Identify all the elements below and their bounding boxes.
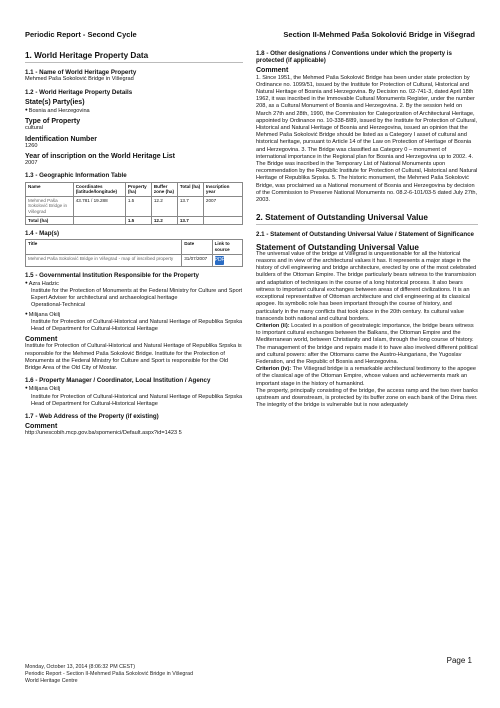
col-header: Title <box>26 240 182 254</box>
state-value: ● Bosnia and Herzegovina <box>25 106 243 115</box>
report-title: Periodic Report - Second Cycle <box>25 30 137 39</box>
page-header <box>25 30 475 42</box>
id-label: Identification Number <box>25 135 97 143</box>
right-column <box>256 50 478 409</box>
contact-department: Operational-Technical <box>31 302 86 309</box>
comment-label: Comment <box>256 67 289 75</box>
section-2-heading: 2. Statement of Outstanding Universal Value <box>256 214 478 225</box>
footer-organization: World Heritage Centre <box>25 677 78 684</box>
table-cell: 1.5 <box>125 216 151 225</box>
criterion-text: The Višegrad bridge is a remarkable architectural testimony to the apogee of the classical age of the Ottoman Empire, whose values and achievements mark an important stage in the history of humankind. <box>256 366 476 387</box>
contact-role: Expert Adviser for architectural and archaeological heritage <box>31 295 178 302</box>
year-value: 2007 <box>25 160 38 167</box>
type-label: Type of Property <box>25 118 81 126</box>
year-label: Year of inscription on the World Heritage List <box>25 153 176 161</box>
section-1-8-heading: 1.8 - Other designations / Conventions under which the property is protected (if applicable) <box>256 50 452 65</box>
souv-paragraph: The universal value of the bridge at Višegrad is unquestionable for all the historical reasons and in view of the architectural values it has. It represents a major stage in the history of civil engineering and bridge architecture, erected by one of the most celebrated builders of the Ottoman Empire. The bridge particularly bears witness to the transmission and adaptation of techniques in the course of a long historical process. It also bears witness to important cultural exchanges between areas of different civilizations. It is an exceptional representative of Ottoman architecture and civil engineering at its classical apogee. Its symbolic role has been important through the course of history, and particularly in the many conflicts that took place in the 20th century. Its cultural value transcends both national and cultural borders. <box>256 250 477 322</box>
section-title: Section II-Mehmed Paša Sokolović Bridge in Višegrad <box>283 30 475 39</box>
comment-label: Comment <box>25 336 58 344</box>
section-2-1-heading: 2.1 - Statement of Outstanding Universal Value / Statement of Significance <box>256 231 474 239</box>
col-header: Date <box>182 240 212 254</box>
section-1-5-heading: 1.5 - Governmental Institution Responsible for the Property <box>25 271 199 279</box>
map-table <box>25 239 243 266</box>
col-header: Inscription year <box>203 182 242 196</box>
table-cell: 43.781 / 19.288 <box>73 196 125 216</box>
table-row <box>26 196 243 216</box>
contact-role: Head of Department for Cultural-Historical Heritage <box>31 326 158 333</box>
criterion-iv <box>256 366 478 388</box>
geographic-table <box>25 182 243 226</box>
col-header: Total (ha) <box>177 182 203 196</box>
table-cell: 13.7 <box>177 216 203 225</box>
page-footer <box>25 664 193 684</box>
section-1-heading: 1. World Heritage Property Data <box>25 52 243 63</box>
table-cell <box>212 254 242 266</box>
footer-report-title: Periodic Report - Section II-Mehmed Paša Sokolović Bridge in Višegrad <box>25 670 194 677</box>
col-header: Name <box>26 182 74 196</box>
web-address-link[interactable]: http://unescobih.mcp.gov.ba/spomenici/Default.aspx?id=1423 5 <box>25 430 182 437</box>
criterion-ii <box>256 323 478 366</box>
col-header: Link to source <box>212 240 242 254</box>
manager-name: ● Milijana Okilj <box>25 384 243 393</box>
criterion-text: Located in a position of geostrategic importance, the bridge bears witness to important cultural exchanges between the Balkans, the Ottoman Empire and the Mediterranean world, between Christianity and Islam, through the long course of history. The management of the bridge and repairs made it to have also involved different political and cultural powers: after the Ottomans came the Austro-Hungarians, the Yugoslav Federation, and the Republic of Bosnia and Herzegovina. <box>256 322 478 365</box>
comment-text: 1. Since 1951, the Mehmed Paša Sokolović Bridge has been under state protection by Ordinance no. 1099/51, issued by the Institute for Protection of Cultural, Historical and Natural Heritage of Bosnia and Herzegovina. By Decision no. 02-741-3, dated April 18th 1962, it was inscribed in the Immovable Cultural Monuments Register, under the number 208, as a Cultural Monument of Bosnia and Herzegovina. 2. By the session held on March 27th and 28th, 1990, the Commission for Categorization of Architectural Heritage, appointed by Ordinance no. 10-338-8/89, issued by the Institute for Protection of Cultural, Historical and Natural Heritage of Bosnia and Herzegovina, issued an opinion that the Mehmed Paša Sokolović Bridge should be listed as a Category I asset of cultural and historical heritage, pursuant to Article 14 of the Law on Protection of Heritage of Bosnia and Herzegovina. 3. The Bridge was classified as Category 0 – monument of international importance in the Regional plan for Bosnia and Herzegovina up to 2002. 4. The Bridge was inscribed in the Temporary List of National Monuments upon recommendation by the Republic Institute for Protection of Cultural, Historical and Natural Heritage of Republika Srpska. 5. The historic monument, the Mehmed Paša Sokolović Bridge, was proclaimed as a National monument of Bosnia and Herzegovina by decision of the Commission to Preserve National Monuments no. 08.2-6-101/03-5 dated July 27th, 2003. <box>256 74 478 204</box>
table-cell: Mehmed Paša Sokolović Bridge in Višegrad - map of inscribed property <box>26 254 182 266</box>
table-cell: 1.5 <box>125 196 151 216</box>
col-header: Buffer zone (ha) <box>151 182 177 196</box>
section-1-6-heading: 1.6 - Property Manager / Coordinator, Local Institution / Agency <box>25 377 211 385</box>
col-header: Coordinates (latitude/longitude) <box>73 182 125 196</box>
state-label: State(s) Party(ies) <box>25 98 85 106</box>
section-1-7-heading: 1.7 - Web Address of the Property (if existing) <box>25 413 159 421</box>
left-column <box>25 50 243 438</box>
contact-name: ● Azra Hadzic <box>25 279 243 288</box>
pdf-link-icon[interactable]: PDF <box>214 256 225 263</box>
section-1-1-heading: 1.1 - Name of World Heritage Property <box>25 69 137 77</box>
table-cell: Mehmed Paša Sokolović Bridge in Višegrad <box>26 196 74 216</box>
id-value: 1260 <box>25 142 38 149</box>
manager-role: Head of Department for Cultural-Historical Heritage <box>31 400 158 407</box>
table-cell: 12.2 <box>151 216 177 225</box>
comment-text: Institute for Protection of Cultural-Historical and Natural Heritage of Republika Srpska is responsible for the Mehmed Paša Sokolović Bridge. Institute for the Protection of Monuments at the Federal Ministry for Culture and Sport is responsible for the Old Bridge Area of the Old City of Mostar. <box>25 343 242 372</box>
section-1-4-heading: 1.4 - Map(s) <box>25 230 60 238</box>
footer-timestamp: Monday, October 13, 2014 (8:06:32 PM CEST) <box>25 664 136 670</box>
table-cell <box>203 216 242 225</box>
table-cell: 13.7 <box>177 196 203 216</box>
col-header: Property (ha) <box>125 182 151 196</box>
table-cell: 12.2 <box>151 196 177 216</box>
section-1-3-heading: 1.3 - Geographic Information Table <box>25 172 127 180</box>
table-header-row <box>26 182 243 196</box>
table-cell <box>73 216 125 225</box>
table-row <box>26 254 243 266</box>
type-value: cultural <box>25 125 44 132</box>
property-name: Mehmed Paša Sokolović Bridge in Višegrad <box>25 76 134 83</box>
souv-heading: Statement of Outstanding Universal Value <box>256 242 419 252</box>
manager-institution: Institute for Protection of Cultural-Historical and Natural Heritage of Republika Srpska <box>31 393 243 400</box>
table-header-row <box>26 240 243 254</box>
comment-label: Comment <box>25 423 58 431</box>
criterion-label: Criterion (ii): <box>256 322 290 329</box>
souv-paragraph: The property, principally consisting of the bridge, the access ramp and the two river banks upstream and downstream, is protected by its buffer zone on each bank of the Drina river. The integrity of the bridge is vulnerable but is now adequately <box>256 387 478 409</box>
contact-institution: Institute for Protection of Cultural-Historical and Natural Heritage of Republika Srpska <box>31 318 243 325</box>
table-cell: Total (ha) <box>26 216 74 225</box>
table-cell: 2007 <box>203 196 242 216</box>
section-1-2-heading: 1.2 - World Heritage Property Details <box>25 88 133 96</box>
contact-institution: Institute for the Protection of Monuments at the Federal Ministry for Culture and Sport <box>31 288 243 294</box>
page-number: Page 1 <box>446 656 472 665</box>
criterion-label: Criterion (iv): <box>256 366 292 373</box>
table-total-row <box>26 216 243 225</box>
table-cell: 31/07/2007 <box>182 254 212 266</box>
contact-name: ● Milijana Okilj <box>25 310 243 319</box>
